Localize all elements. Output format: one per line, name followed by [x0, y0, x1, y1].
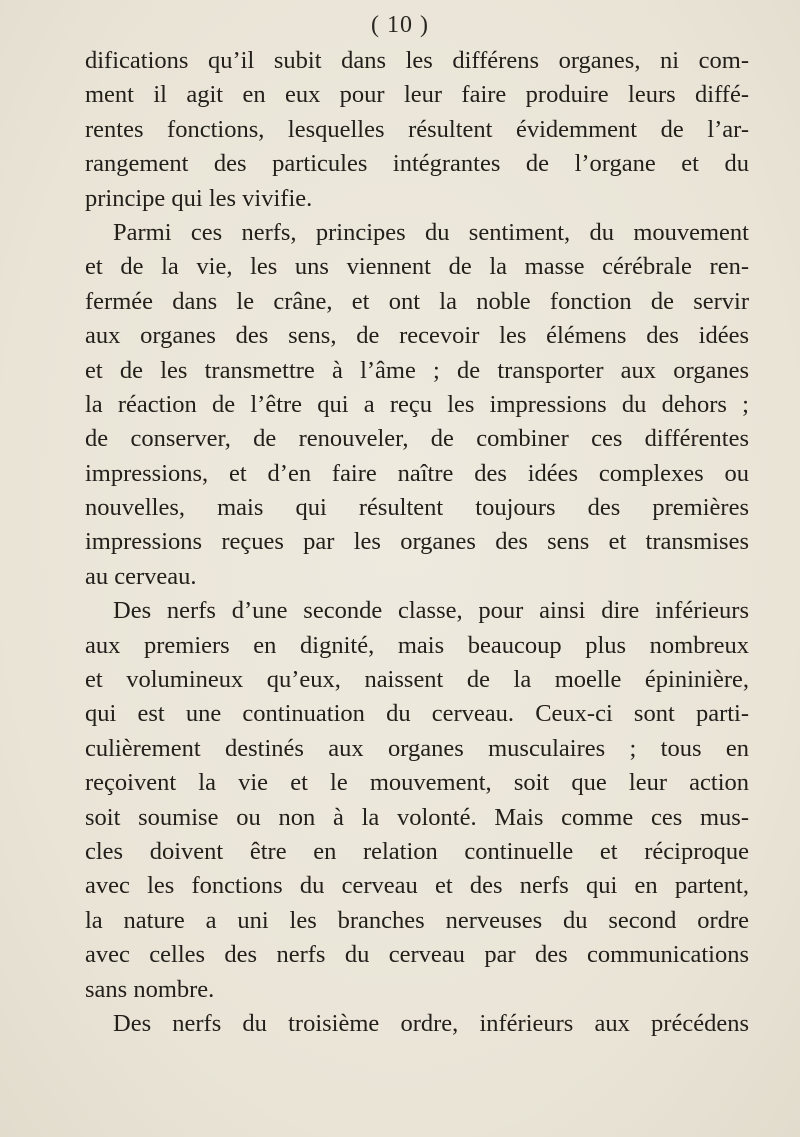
- text-line: impressions, et d’en faire naître des idées complexes ou: [85, 459, 749, 487]
- page-number: ( 10 ): [371, 12, 429, 38]
- text-line: nouvelles, mais qui résultent toujours des premières: [85, 494, 749, 522]
- text-line: culièrement destinés aux organes musculaires ; tous en: [85, 734, 749, 762]
- text-line: sans nombre.: [85, 975, 215, 1003]
- text-line: impressions reçues par les organes des sens et transmises: [85, 528, 749, 556]
- text-line: ment il agit en eux pour leur faire produire leurs diffé-: [85, 81, 749, 109]
- text-line: cles doivent être en relation continuelle et réciproque: [85, 837, 749, 865]
- text-line: et de la vie, les uns viennent de la masse cérébrale ren-: [85, 253, 749, 281]
- body-text: [85, 44, 749, 1041]
- text-line: de conserver, de renouveler, de combiner ces différentes: [85, 425, 749, 453]
- text-line: avec celles des nerfs du cerveau par des communications: [85, 941, 749, 969]
- text-line: reçoivent la vie et le mouvement, soit que leur action: [85, 769, 749, 797]
- text-line: au cerveau.: [85, 562, 197, 590]
- text-line: Parmi ces nerfs, principes du sentiment, du mouvement: [113, 218, 749, 246]
- text-line: rangement des particules intégrantes de l’organe et du: [85, 150, 749, 178]
- text-line: et de les transmettre à l’âme ; de transporter aux organes: [85, 356, 749, 384]
- text-line: fermée dans le crâne, et ont la noble fonction de servir: [85, 287, 749, 315]
- text-line: rentes fonctions, lesquelles résultent évidemment de l’ar-: [85, 115, 749, 143]
- text-line: aux organes des sens, de recevoir les élémens des idées: [85, 322, 749, 350]
- text-line: qui est une continuation du cerveau. Ceux-ci sont parti-: [85, 700, 749, 728]
- text-line: la réaction de l’être qui a reçu les impressions du dehors ;: [85, 390, 749, 418]
- text-line: principe qui les vivifie.: [85, 184, 313, 212]
- text-line: la nature a uni les branches nerveuses du second ordre: [85, 906, 749, 934]
- text-line: avec les fonctions du cerveau et des nerfs qui en partent,: [85, 872, 749, 900]
- text-line: soit soumise ou non à la volonté. Mais comme ces mus-: [85, 803, 749, 831]
- text-line: Des nerfs du troisième ordre, inférieurs aux précédens: [113, 1009, 749, 1037]
- text-line: et volumineux qu’eux, naissent de la moelle épininière,: [85, 666, 749, 694]
- text-line: difications qu’il subit dans les différens organes, ni com-: [85, 47, 749, 74]
- text-line: aux premiers en dignité, mais beaucoup plus nombreux: [85, 631, 749, 659]
- text-line: Des nerfs d’une seconde classe, pour ainsi dire inférieurs: [113, 597, 749, 625]
